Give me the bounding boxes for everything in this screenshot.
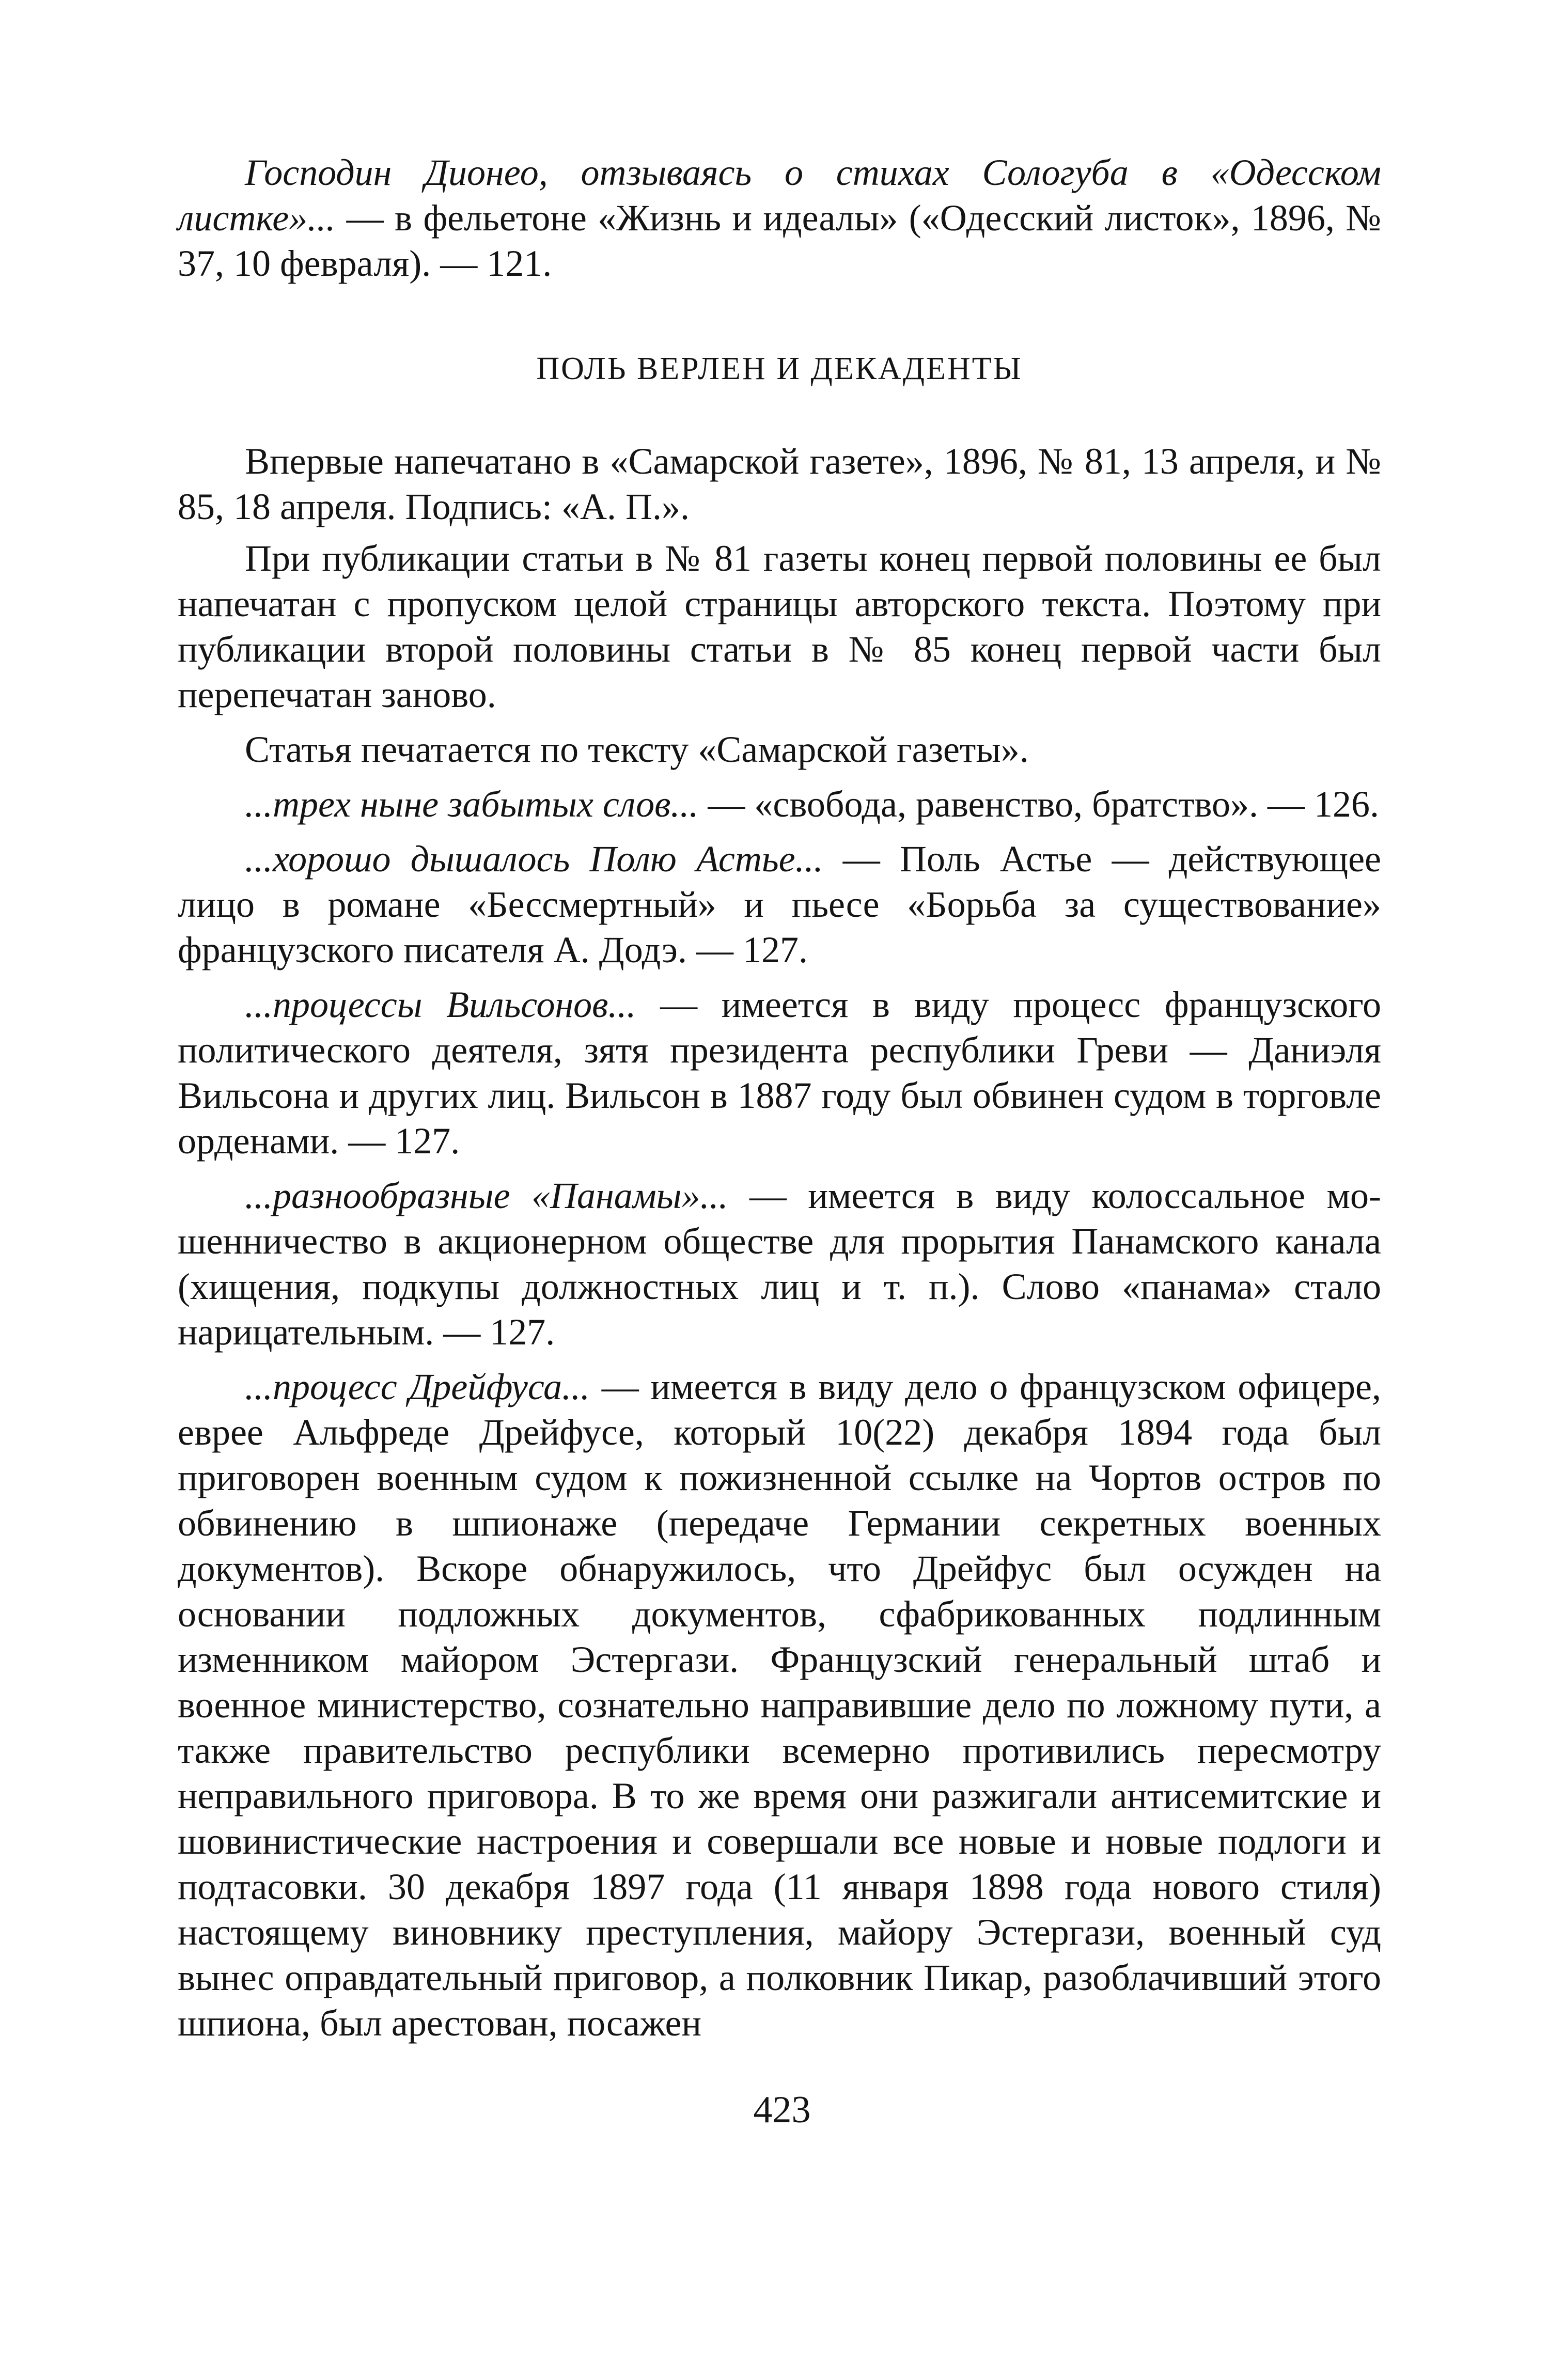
note-title: ...хорошо дышалось Полю Астье...	[245, 838, 823, 880]
note-dreyfus-trial	[178, 1364, 1381, 2046]
publication-history-paragraph: При публикации статьи в № 81 газеты конец первой половины ее был напечатан с пропуском целой страницы авторского текста. Поэтому при публикации второй половины статьи в № 85 конец первой части был перепечатан заново.	[178, 538, 1381, 715]
note-title: ...процесс Дрейфуса...	[245, 1366, 590, 1407]
note-text: — имеется в виду колоссальное мошенничество в акционерном обществе для прорытия Панамского канала (хищения, подкупы должностных лиц и т. п.). Слово «панама» стало нарицательным. — 127.	[178, 1175, 1381, 1353]
note-wilson-trials	[178, 982, 1381, 1164]
note-title: ...разнообразные «Панамы»...	[245, 1175, 728, 1216]
note-title: ...процессы Вильсонов...	[245, 984, 636, 1025]
note-text: — «свобода, равенство, братство». — 126.	[698, 784, 1379, 825]
page-number: 423	[753, 2089, 811, 2131]
note-text: — Поль Астье — действующее лицо в романе «Бессмертный» и пьесе «Борьба за существование» французского писателя А. Додэ. — 127.	[178, 838, 1381, 970]
note-three-words	[178, 781, 1381, 827]
intro-note-text: — в фельетоне «Жизнь и идеалы» («Одесский листок», 1896, № 37, 10 февраля). — 121.	[178, 197, 1381, 284]
intro-note-title: Господин Дионео, отзываясь о стихах Сологуба в «Одесском листке»...	[178, 152, 1381, 239]
intro-note	[178, 150, 1381, 286]
page-body	[178, 150, 1381, 2046]
note-text: — имеется в виду дело о французском офицере, еврее Альфреде Дрейфусе, который 10(22) декабря 1894 года был приговорен военным судом к пожизненной ссылке на Чортов остров по обвинению в шпионаже (передаче Германии секретных военных документов). Вскоре обнаружилось, что Дрейфус был осужден на основании подложных документов, сфабрикованных подлинным изменником майором Эстергази. Французский генеральный штаб и военное министерство, сознательно направившие дело по ложному пути, а также правительство республики всемерно противились пересмотру неправильного приговора. В то же время они разжигали антисемитские и шовинистические настроения и совершали все новые и новые подлоги и подтасовки. 30 декабря 1897 года (11 января 1898 года нового стиля) настоящему виновнику преступления, майору Эстергази, военный суд вынес оправдательный приговор, а полковник Пикар, разоблачивший этого шпиона, был арестован, посажен	[178, 1366, 1381, 2044]
publication-info-paragraph: Впервые напечатано в «Самарской газете», 1896, № 81, 13 апреля, и № 85, 18 апреля. Подпись: «А. П.».	[178, 441, 1381, 527]
note-title: ...трех ныне забытых слов...	[245, 784, 699, 825]
source-text-paragraph: Статья печатается по тексту «Самарской газеты».	[245, 729, 1029, 770]
note-text: — имеется в виду процесс французского политического деятеля, зятя президента республики Греви — Даниэля Вильсона и других лиц. Вильсон в 1887 году был обвинен судом в торговле орденами. — 127.	[178, 984, 1381, 1162]
note-paul-astier	[178, 836, 1381, 973]
note-panama	[178, 1173, 1381, 1355]
section-title: ПОЛЬ ВЕРЛЕН И ДЕКАДЕНТЫ	[536, 351, 1023, 386]
